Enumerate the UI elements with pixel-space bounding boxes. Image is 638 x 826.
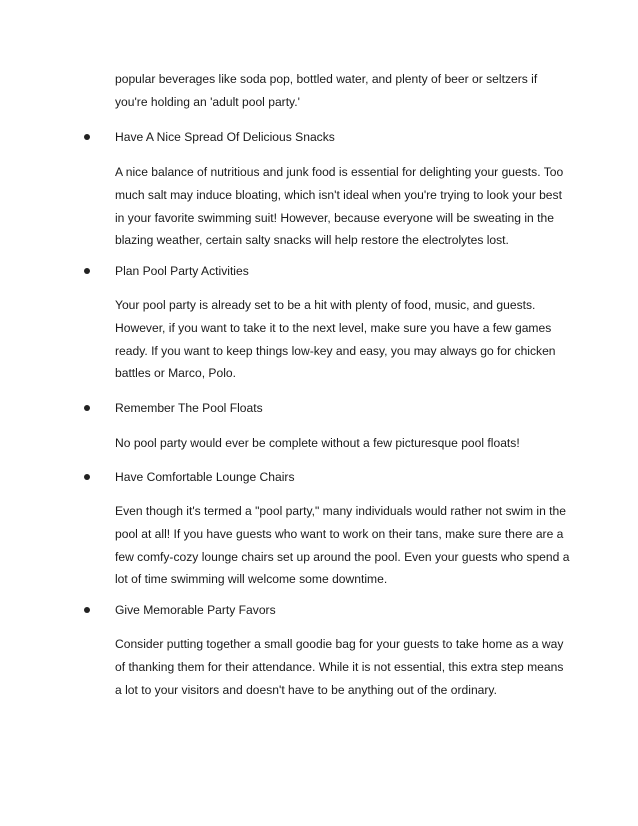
intro-paragraph bbox=[115, 68, 570, 114]
paragraph-line: pool at all! If you have guests who want to work on their tans, make sure there are a bbox=[115, 526, 564, 541]
section-paragraph-lounge-chairs bbox=[115, 500, 570, 591]
bullet-item-party-favors bbox=[0, 599, 638, 621]
bullet-heading: Have Comfortable Lounge Chairs bbox=[115, 470, 295, 484]
paragraph-line: a lot to your visitors and doesn't have to be anything out of the ordinary. bbox=[115, 682, 497, 697]
section-paragraph-pool-floats bbox=[115, 432, 570, 455]
bullet-dot-icon bbox=[84, 268, 90, 274]
bullet-heading: Have A Nice Spread Of Delicious Snacks bbox=[115, 130, 335, 144]
paragraph-line: lot of time swimming will welcome some downtime. bbox=[115, 572, 388, 587]
paragraph-line: of thanking them for their attendance. While it is not essential, this extra step means bbox=[115, 659, 564, 674]
paragraph-line: Even though it's termed a "pool party," many individuals would rather not swim in the bbox=[115, 504, 566, 518]
paragraph-line: Consider putting together a small goodie bag for your guests to take home as a way bbox=[115, 637, 564, 651]
paragraph-line: blazing weather, certain salty snacks will help restore the electrolytes lost. bbox=[115, 233, 509, 248]
bullet-item-pool-floats bbox=[0, 397, 638, 419]
bullet-dot-icon bbox=[84, 474, 90, 480]
paragraph-line: However, if you want to take it to the next level, make sure you have a few games bbox=[115, 320, 552, 335]
paragraph-line: much salt may induce bloating, which isn't ideal when you're trying to look your best bbox=[115, 187, 562, 202]
bullet-item-activities bbox=[0, 260, 638, 282]
paragraph-line: Your pool party is already set to be a hit with plenty of food, music, and guests. bbox=[115, 298, 536, 312]
bullet-heading: Give Memorable Party Favors bbox=[115, 603, 276, 617]
bullet-item-lounge-chairs bbox=[0, 466, 638, 488]
paragraph-line: No pool party would ever be complete without a few picturesque pool floats! bbox=[115, 436, 520, 450]
bullet-dot-icon bbox=[84, 134, 90, 140]
paragraph-line: few comfy-cozy lounge chairs set up around the pool. Even your guests who spend a bbox=[115, 549, 570, 564]
section-paragraph-party-favors bbox=[115, 633, 570, 701]
bullet-item-snacks bbox=[0, 126, 638, 148]
paragraph-line: you're holding an 'adult pool party.' bbox=[115, 94, 300, 109]
section-paragraph-activities bbox=[115, 294, 570, 385]
paragraph-line: in your favorite swimming suit! However, because everyone will be sweating in the bbox=[115, 210, 554, 225]
paragraph-line: popular beverages like soda pop, bottled water, and plenty of beer or seltzers if bbox=[115, 72, 538, 86]
paragraph-line: A nice balance of nutritious and junk food is essential for delighting your guests. Too bbox=[115, 165, 564, 179]
bullet-heading: Remember The Pool Floats bbox=[115, 401, 263, 415]
section-paragraph-snacks bbox=[115, 161, 570, 252]
bullet-dot-icon bbox=[84, 607, 90, 613]
paragraph-line: ready. If you want to keep things low-key and easy, you may always go for chicken bbox=[115, 343, 556, 358]
bullet-dot-icon bbox=[84, 405, 90, 411]
bullet-heading: Plan Pool Party Activities bbox=[115, 264, 249, 278]
paragraph-line: battles or Marco, Polo. bbox=[115, 366, 236, 381]
